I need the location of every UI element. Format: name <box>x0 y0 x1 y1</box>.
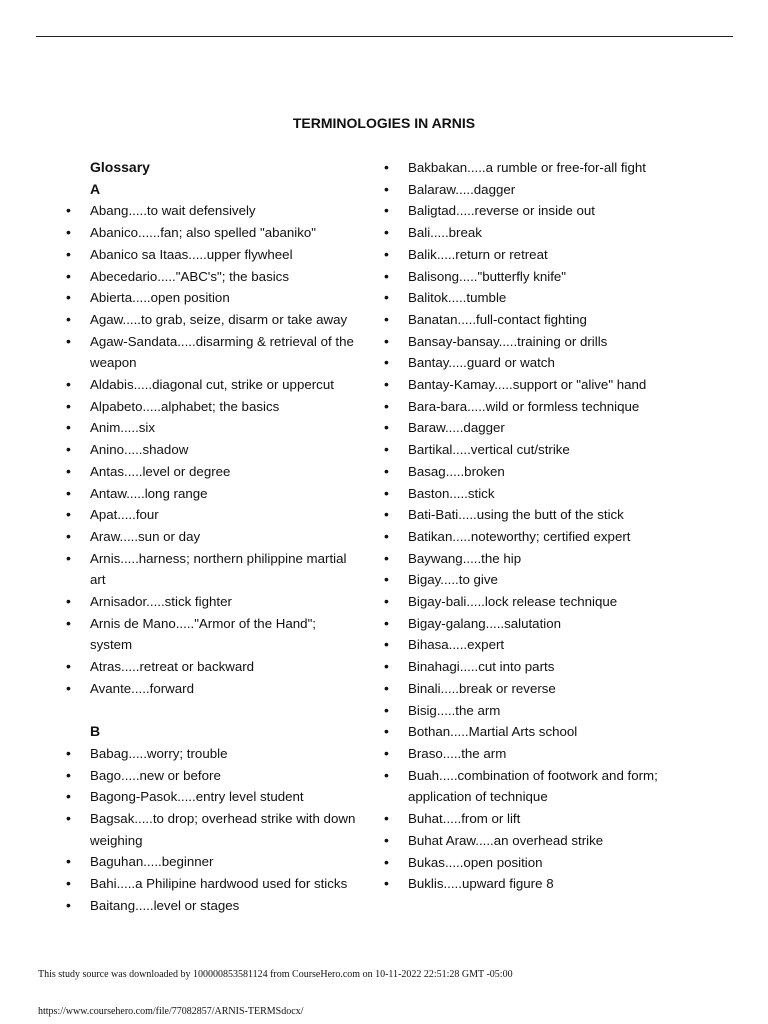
glossary-entry: • Baligtad.....reverse or inside out <box>378 200 708 222</box>
glossary-entry: • Banatan.....full-contact fighting <box>378 309 708 331</box>
glossary-entry: • Arnis.....harness; northern philippine martial art <box>60 548 360 591</box>
glossary-entry: • Babag.....worry; trouble <box>60 743 360 765</box>
glossary-entry: • Bigay-bali.....lock release technique <box>378 591 708 613</box>
glossary-entry: • Buklis.....upward figure 8 <box>378 873 708 895</box>
glossary-entry: • Bakbakan.....a rumble or free-for-all fight <box>378 157 708 179</box>
glossary-entry: • Baraw.....dagger <box>378 417 708 439</box>
glossary-entry: • Baston.....stick <box>378 483 708 505</box>
glossary-entry: • Arnisador.....stick fighter <box>60 591 360 613</box>
glossary-entry: • Antas.....level or degree <box>60 461 360 483</box>
glossary-entry: • Bisig.....the arm <box>378 700 708 722</box>
glossary-entry: • Abanico......fan; also spelled "abaniko" <box>60 222 360 244</box>
glossary-entry: • Bansay-bansay.....training or drills <box>378 331 708 353</box>
glossary-entry: • Baitang.....level or stages <box>60 895 360 917</box>
glossary-entry: • Bahi.....a Philipine hardwood used for sticks <box>60 873 360 895</box>
glossary-entry: • Bigay-galang.....salutation <box>378 613 708 635</box>
glossary-entry: • Basag.....broken <box>378 461 708 483</box>
footer-url[interactable]: https://www.coursehero.com/file/77082857/ARNIS-TERMSdocx/ <box>38 1006 304 1017</box>
glossary-entry: • Baguhan.....beginner <box>60 851 360 873</box>
glossary-entry: • Alpabeto.....alphabet; the basics <box>60 396 360 418</box>
glossary-entry: • Abang.....to wait defensively <box>60 200 360 222</box>
glossary-entry: • Avante.....forward <box>60 678 360 700</box>
glossary-entry: • Abecedario....."ABC's"; the basics <box>60 266 360 288</box>
glossary-entry: • Buah.....combination of footwork and form; application of technique <box>378 765 708 808</box>
glossary-entry: • Bihasa.....expert <box>378 634 708 656</box>
glossary-entry: • Agaw.....to grab, seize, disarm or take away <box>60 309 360 331</box>
page-title: TERMINOLOGIES IN ARNIS <box>292 115 476 131</box>
footer-source-note: This study source was downloaded by 100000853581124 from CourseHero.com on 10-11-2022 22:51:28 GMT -05:00 <box>38 969 513 980</box>
glossary-entry: • Balisong....."butterfly knife" <box>378 266 708 288</box>
glossary-entry: • Apat.....four <box>60 504 360 526</box>
glossary-entry: • Abierta.....open position <box>60 287 360 309</box>
glossary-entry: • Araw.....sun or day <box>60 526 360 548</box>
glossary-entry: • Aldabis.....diagonal cut, strike or uppercut <box>60 374 360 396</box>
glossary-entry: • Buhat.....from or lift <box>378 808 708 830</box>
section-b-continued-list <box>378 157 708 895</box>
glossary-entry: • Agaw-Sandata.....disarming & retrieval of the weapon <box>60 331 360 374</box>
glossary-entry: • Bagong-Pasok.....entry level student <box>60 786 360 808</box>
glossary-entry: • Balitok.....tumble <box>378 287 708 309</box>
glossary-entry: • Bartikal.....vertical cut/strike <box>378 439 708 461</box>
glossary-entry: • Baywang.....the hip <box>378 548 708 570</box>
glossary-entry: • Anino.....shadow <box>60 439 360 461</box>
glossary-entry: • Bothan.....Martial Arts school <box>378 721 708 743</box>
glossary-entry: • Bagsak.....to drop; overhead strike with down weighing <box>60 808 360 851</box>
section-a-heading: A <box>90 180 101 197</box>
glossary-entry: • Anim.....six <box>60 417 360 439</box>
glossary-entry: • Bantay.....guard or watch <box>378 352 708 374</box>
glossary-entry: • Bara-bara.....wild or formless technique <box>378 396 708 418</box>
glossary-entry: • Bali.....break <box>378 222 708 244</box>
section-b-heading: B <box>90 723 101 740</box>
glossary-entry: • Balik.....return or retreat <box>378 244 708 266</box>
top-divider <box>36 36 733 37</box>
glossary-entry: • Arnis de Mano....."Armor of the Hand"; system <box>60 613 360 656</box>
glossary-entry: • Batikan.....noteworthy; certified expert <box>378 526 708 548</box>
section-b-list <box>60 743 360 917</box>
glossary-entry: • Braso.....the arm <box>378 743 708 765</box>
glossary-entry: • Bati-Bati.....using the butt of the stick <box>378 504 708 526</box>
glossary-entry: • Binali.....break or reverse <box>378 678 708 700</box>
right-column <box>378 157 708 895</box>
glossary-entry: • Atras.....retreat or backward <box>60 656 360 678</box>
glossary-entry: • Binahagi.....cut into parts <box>378 656 708 678</box>
glossary-entry: • Bantay-Kamay.....support or "alive" hand <box>378 374 708 396</box>
left-column <box>60 157 360 917</box>
glossary-entry: • Bukas.....open position <box>378 852 708 874</box>
section-a-list <box>60 200 360 699</box>
glossary-entry: • Antaw.....long range <box>60 483 360 505</box>
glossary-entry: • Abanico sa Itaas.....upper flywheel <box>60 244 360 266</box>
glossary-heading: Glossary <box>90 159 150 175</box>
glossary-entry: • Balaraw.....dagger <box>378 179 708 201</box>
glossary-entry: • Bigay.....to give <box>378 569 708 591</box>
glossary-entry: • Bago.....new or before <box>60 765 360 787</box>
glossary-entry: • Buhat Araw.....an overhead strike <box>378 830 708 852</box>
section-spacer <box>60 700 360 722</box>
